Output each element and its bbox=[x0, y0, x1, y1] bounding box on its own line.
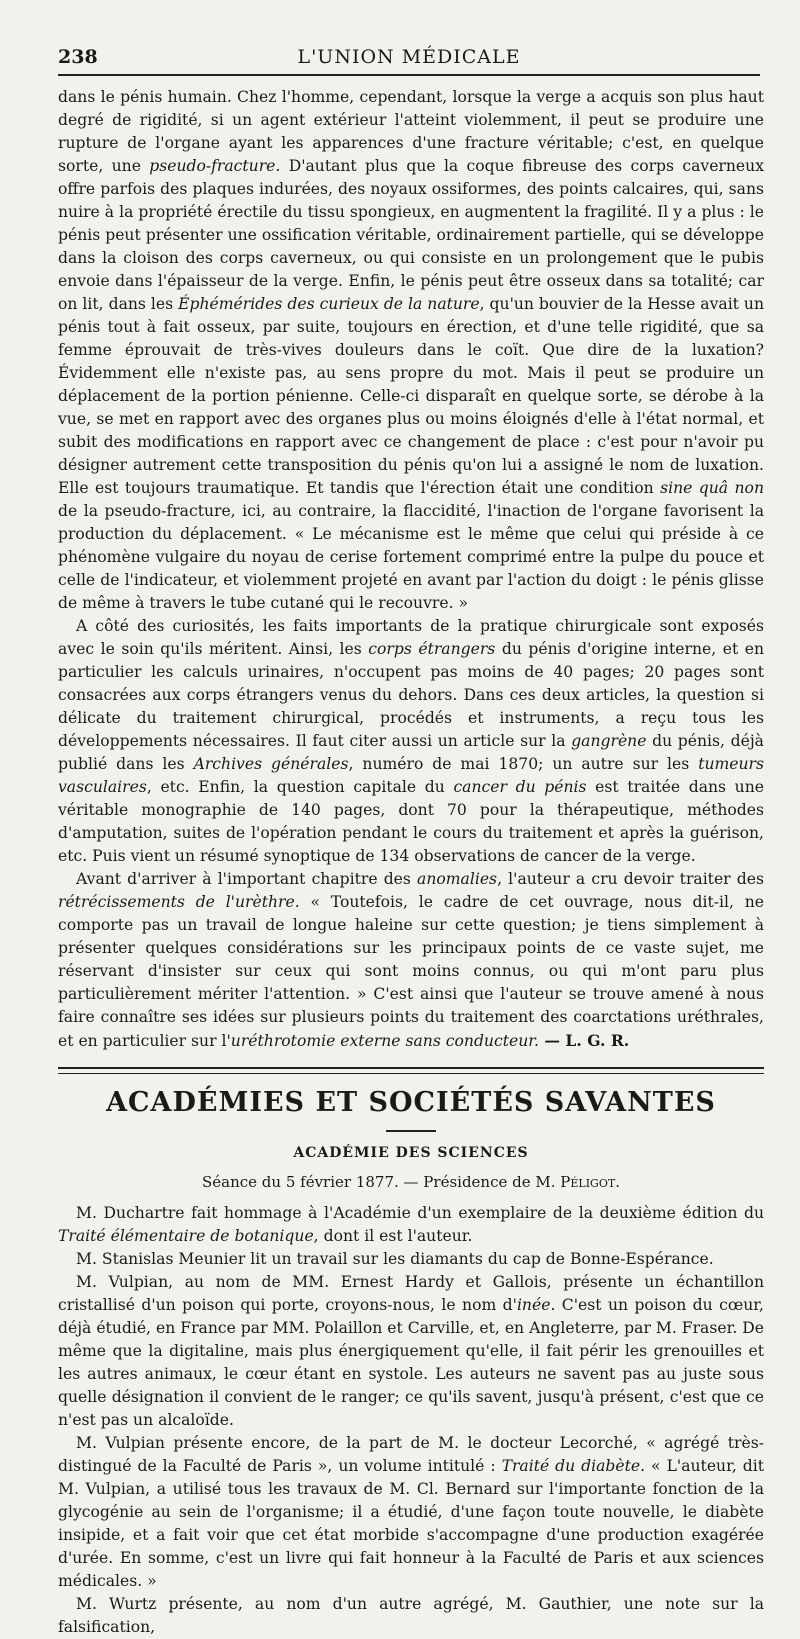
italic-run: Traité du diabète bbox=[501, 1457, 641, 1475]
text-run: D'autant plus que la coque fibreuse des corps caverneux offre parfois des plaques indurées, des noyaux ossiformes, des points calcaires, qui, sans nuire à la propriété érectile du tissu spongieux, en augmentent la fragilité. Il y a plus : le pénis peut présenter une ossification véritable, ordinairement partielle, qui se développe dans la cloison des corps caverneux, ou qui consiste en un prolongement que le pubis envoie dans l'épaisseur de la verge. Enfin, le pénis peut être osseux dans sa totalité; car on lit, dans les bbox=[58, 157, 764, 313]
italic-run: corps étrangers bbox=[368, 640, 496, 658]
text-run: , dont il est l'auteur. bbox=[313, 1227, 473, 1245]
seance-end: . bbox=[615, 1173, 620, 1191]
text-run: . « L'auteur, dit M. Vulpian, a utilisé tous les travaux de M. Cl. Bernard sur l'importante fonction de la glycogénie au sein de l'organisme; il a étudié, d'une façon toute nouvelle, le diabète insipide, et a fait voir que cet état morbide s'accompagne d'une production exagérée d'urée. En somme, c'est un livre qui fait honneur à la Faculté de Paris et aux sciences médicales. » bbox=[58, 1457, 764, 1590]
italic-run: Éphémérides des curieux de la nature bbox=[178, 295, 480, 313]
text-run: M. Duchartre fait hommage à l'Académie d'un exemplaire de la deuxième édition du bbox=[76, 1204, 764, 1222]
text-run: du pénis, déjà publié dans les bbox=[58, 732, 764, 773]
running-title: L'UNION MÉDICALE bbox=[297, 46, 521, 68]
italic-run: Archives générales bbox=[193, 755, 349, 773]
italic-run: cancer du pénis bbox=[453, 778, 587, 796]
italic-run: Traité élémentaire de botanique bbox=[58, 1227, 314, 1245]
italic-run: anomalies bbox=[417, 870, 498, 888]
text-run: , qu'un bouvier de la Hesse avait un pénis tout à fait osseux, par suite, toujours en érection, et d'une telle rigidité, que sa femme éprouvait de très-vives douleurs dans le coït. Que dire de la luxation? Évidemment elle n'existe pas, au sens propre du mot. Mais il peut se produire un déplacement de la portion pénienne. Celle-ci disparaît en quelque sorte, se dérobe à la vue, se met en rapport avec des organes plus ou moins éloignés d'elle à l'état normal, et subit des modifications en rapport avec ce changement de place : c'est pour n'avoir pu désigner autrement cette transposition du pénis qu'on lui a assigné le nom de luxation. Elle est toujours traumatique. Et tandis que l'érection était une condition bbox=[58, 295, 765, 497]
italic-run: sine quâ non bbox=[660, 479, 764, 497]
section-title: ACADÉMIES ET SOCIÉTÉS SAVANTES bbox=[106, 1087, 716, 1118]
text-run: M. Stanislas Meunier lit un travail sur les diamants du cap de Bonne-Espérance. bbox=[76, 1250, 714, 1268]
italic-run: tumeurs vasculaires bbox=[58, 755, 765, 796]
review-paragraph-3 bbox=[58, 868, 764, 1053]
section-subtitle: ACADÉMIE DES SCIENCES bbox=[293, 1145, 529, 1161]
review-paragraph-1 bbox=[58, 86, 764, 615]
academy-paragraph-1 bbox=[58, 1202, 764, 1248]
italic-run: pseudo-fracture. bbox=[149, 157, 281, 175]
text-run: est traitée dans une véritable monographie de 140 pages, dont 70 pour la thérapeutique, méthodes d'amputation, suites de l'opération pendant le cours du traitement et après la guérison, etc. Puis vient un résumé synoptique de 134 observations de cancer de la verge. bbox=[58, 778, 765, 865]
text-run: , numéro de mai 1870; un autre sur les bbox=[348, 755, 699, 773]
text-run: dans le pénis humain. Chez l'homme, cependant, lorsque la verge a acquis son plus haut degré de rigidité, si un agent extérieur l'atteint violemment, il peut se produire une rupture de l'organe ayant les apparences d'une fracture véritable; c'est, en quelque sorte, une bbox=[58, 88, 764, 175]
academy-paragraph-5 bbox=[58, 1593, 764, 1639]
text-run: « Toutefois, le cadre de cet ouvrage, nous dit-il, ne comporte pas un travail de longue haleine sur cette question; je tiens simplement à présenter quelques considérations sur les principaux points de ce vaste sujet, me réservant d'insister sur ceux qui sont moins connus, ou qui m'ont paru plus particulièrement mériter l'attention. » C'est ainsi que l'auteur se trouve amené à nous faire connaître ses idées sur plusieurs points du traitement des coarctations uréthrales, et en particulier sur l' bbox=[58, 893, 764, 1050]
page-number: 238 bbox=[58, 46, 98, 68]
text-run: du pénis d'origine interne, et en particulier les calculs urinaires, n'occupent pas moins de 40 pages; 20 pages sont consacrées aux corps étrangers venus du dehors. Dans ces deux articles, la question si délicate du traitement chirurgical, procédés et instruments, a reçu tous les développements nécessaires. Il faut citer aussi un article sur la bbox=[58, 640, 764, 750]
text-run: . C'est un poison du cœur, déjà étudié, en France par MM. Polaillon et Carville, et, en Angleterre, par M. Fraser. De même que la digitaline, mais plus énergiquement qu'elle, il fait périr les grenouilles et les autres animaux, le cœur étant en systole. Les auteurs ne savent pas au juste sous quelle désignation il convient de le ranger; ce qu'ils savent, jusqu'à présent, c'est que ce n'est pas un alcaloïde. bbox=[58, 1296, 764, 1429]
italic-run: rétrécissements de l'urèthre. bbox=[58, 893, 300, 911]
text-run: A côté des curiosités, les faits importants de la pratique chirurgicale sont exposés avec le soin qu'ils méritent. Ainsi, les bbox=[58, 617, 764, 658]
section-divider bbox=[58, 1067, 764, 1074]
text-run: M. Vulpian présente encore, de la part de M. le docteur Lecorché, « agrégé très-distingué de la Faculté de Paris », un volume intitulé : bbox=[58, 1434, 764, 1475]
text-run: M. Vulpian, au nom de MM. Ernest Hardy et Gallois, présente un échantillon cristallisé d'un poison qui porte, croyons-nous, le nom d' bbox=[58, 1273, 764, 1314]
seance-text: Séance du 5 février 1877. — Présidence de M. bbox=[202, 1173, 561, 1191]
seance-line bbox=[58, 1171, 764, 1194]
page-header bbox=[58, 40, 760, 76]
president-name: Péligot bbox=[560, 1173, 616, 1191]
review-paragraph-2 bbox=[58, 615, 764, 868]
italic-run: uréthrotomie externe sans conducteur. bbox=[230, 1032, 539, 1050]
text-run: M. Wurtz présente, au nom d'un autre agrégé, M. Gauthier, une note sur la falsification, bbox=[58, 1595, 764, 1636]
text-run: de la pseudo-fracture, ici, au contraire, la flaccidité, l'inaction de l'organe favorisent la production du déplacement. « Le mécanisme est le même que celui qui préside à ce phénomène vulgaire du noyau de cerise fortement comprimé entre la pulpe du pouce et celle de l'indicateur, et violemment projeté en avant par l'action du doigt : le pénis glisse de même à travers le tube cutané qui le recouvre. » bbox=[58, 502, 764, 612]
text-run: , etc. Enfin, la question capitale du bbox=[146, 778, 454, 796]
text-run: , l'auteur a cru devoir traiter des bbox=[497, 870, 764, 888]
italic-run: inée bbox=[516, 1296, 551, 1314]
academy-paragraph-4 bbox=[58, 1432, 764, 1593]
title-underline bbox=[386, 1130, 436, 1132]
italic-run: gangrène bbox=[571, 732, 647, 750]
page-content bbox=[58, 86, 764, 1639]
review-signature: — L. G. R. bbox=[538, 1031, 630, 1050]
text-run: Avant d'arriver à l'important chapitre des bbox=[76, 870, 418, 888]
academy-paragraph-2 bbox=[58, 1248, 764, 1271]
academy-paragraph-3 bbox=[58, 1271, 764, 1432]
